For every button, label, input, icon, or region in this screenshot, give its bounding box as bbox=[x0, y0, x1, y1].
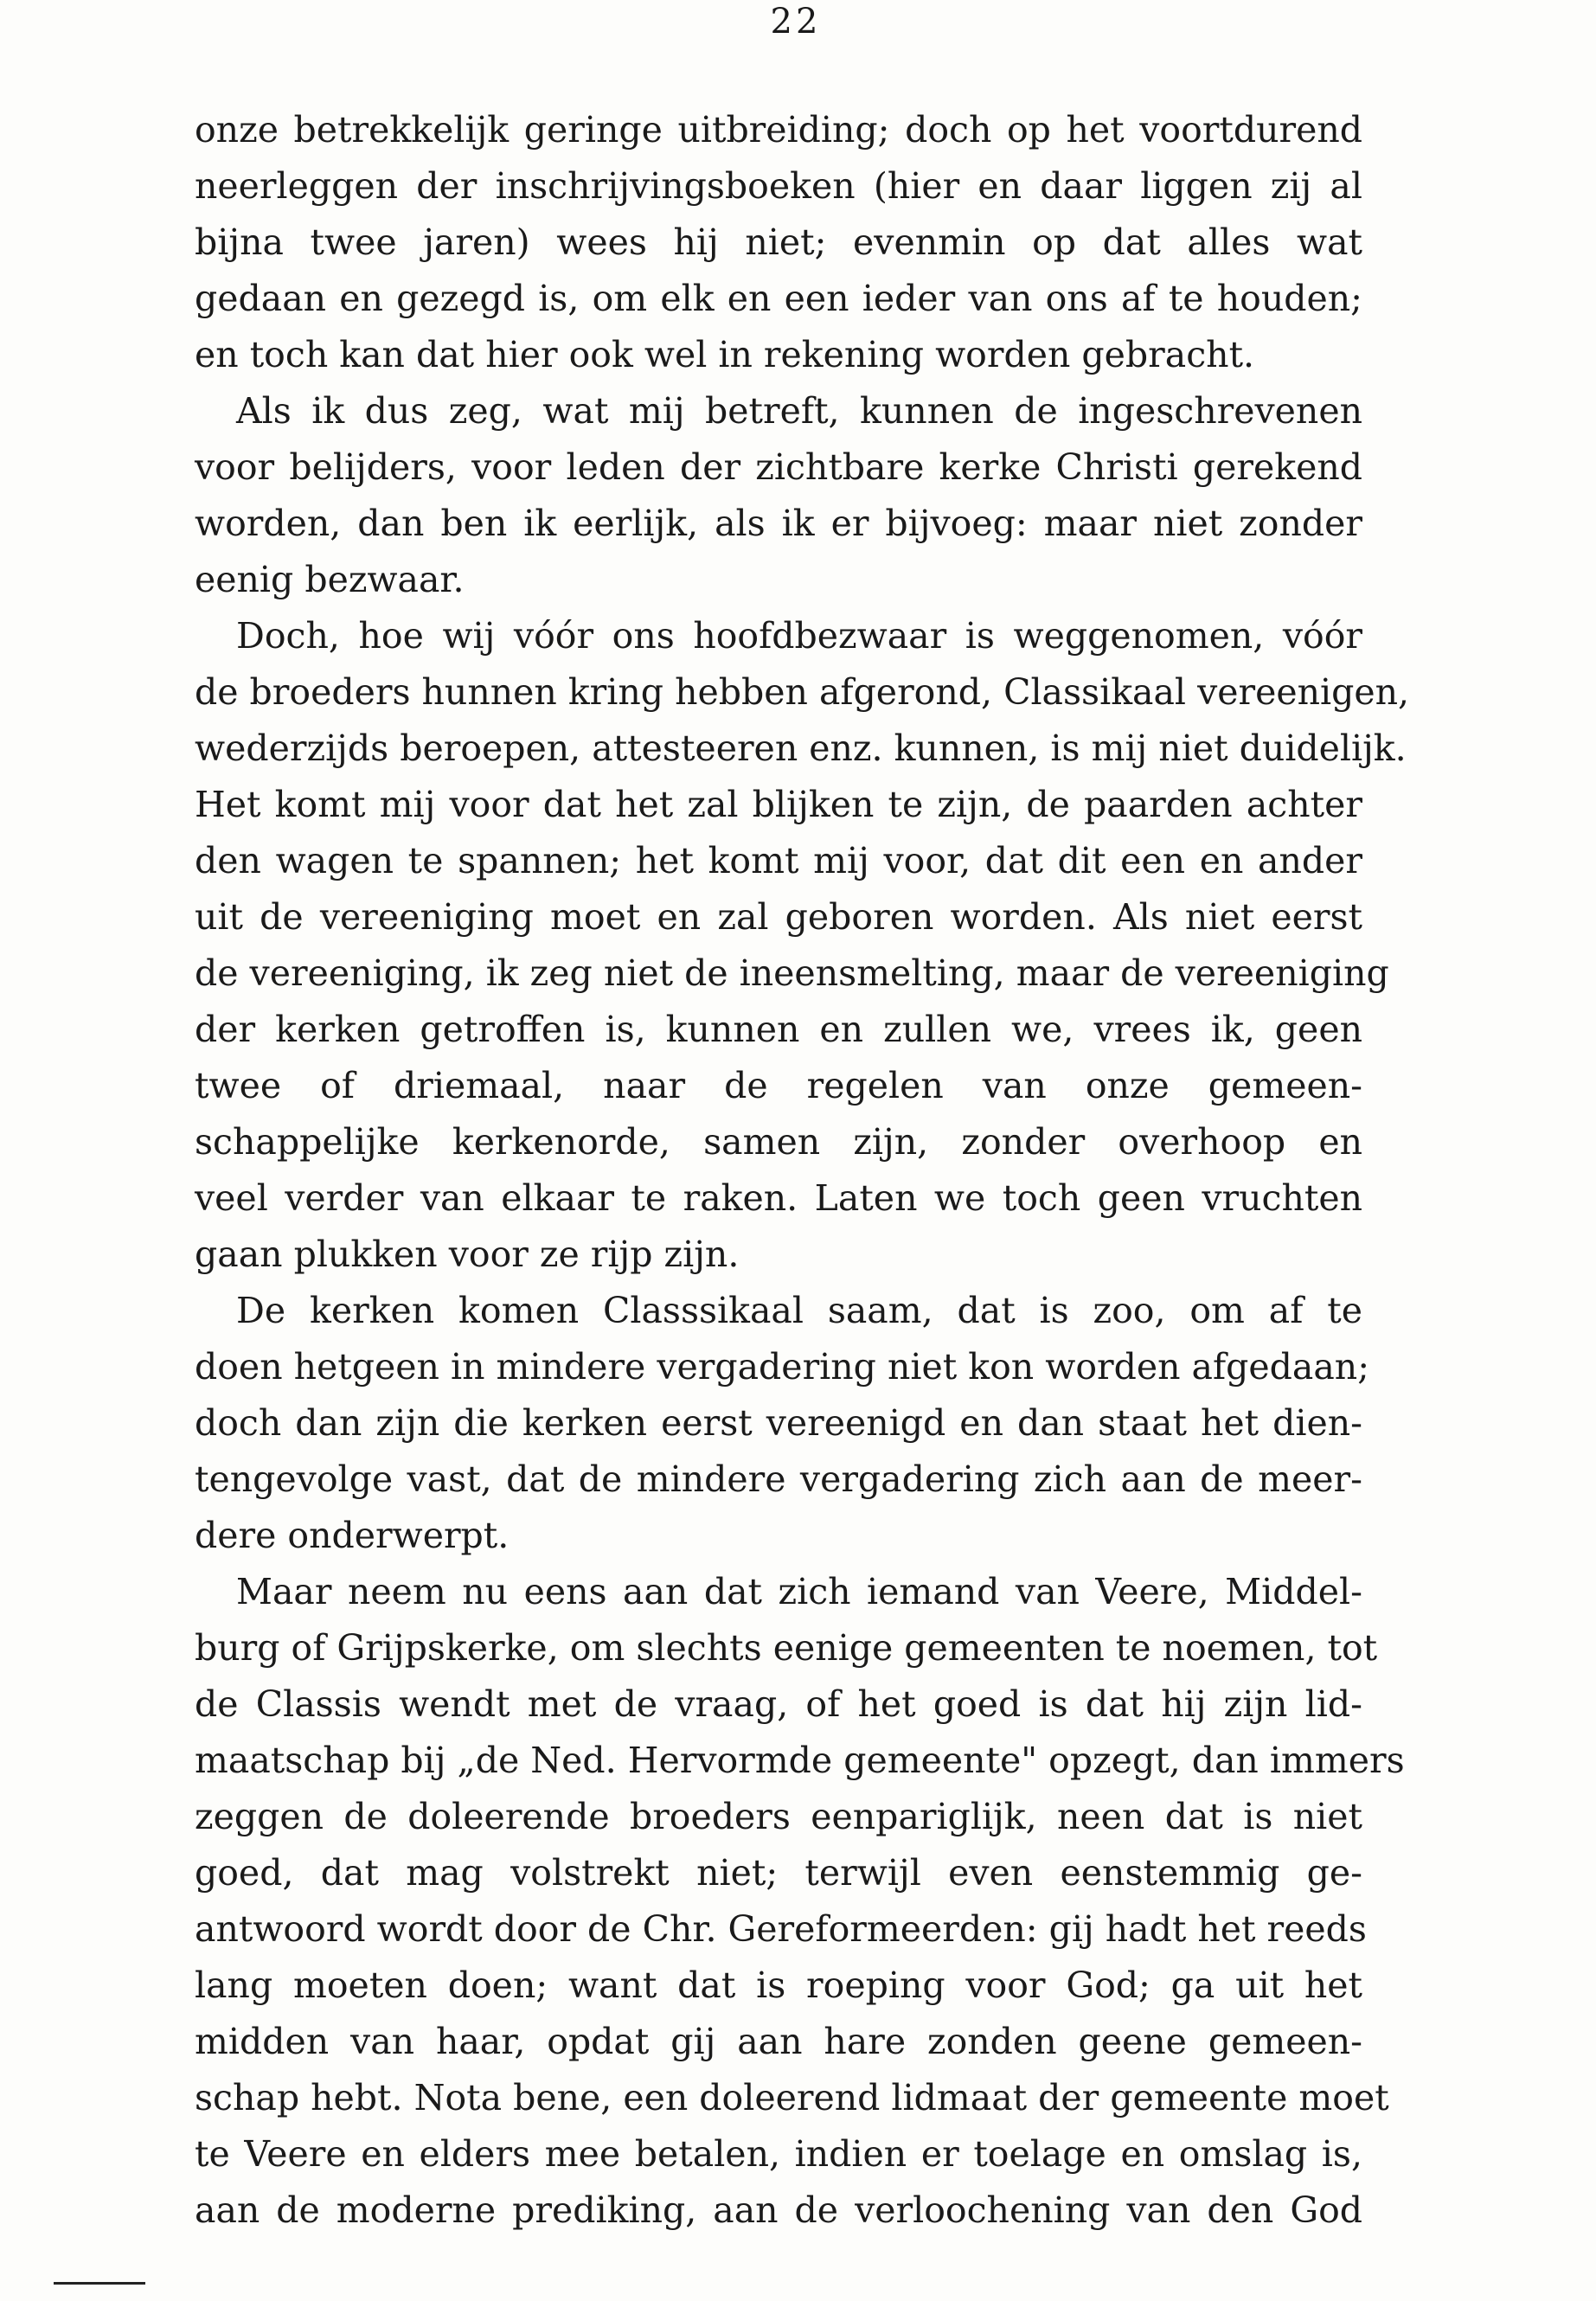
text-line: uit de vereeniging moet en zal geboren worden. Als niet eerst bbox=[195, 896, 1362, 938]
text-line: gedaan en gezegd is, om elk en een ieder van ons af te houden; bbox=[195, 278, 1362, 319]
text-line: doen hetgeen in mindere vergadering niet kon worden afgedaan; bbox=[195, 1346, 1370, 1388]
text-line: lang moeten doen; want dat is roeping voor God; ga uit het bbox=[195, 1965, 1362, 2006]
text-line: en toch kan dat hier ook wel in rekening worden gebracht. bbox=[195, 334, 1255, 375]
text-line: den wagen te spannen; het komt mij voor, dat dit een en ander bbox=[195, 840, 1362, 881]
footer-rule bbox=[54, 2282, 145, 2285]
text-line: midden van haar, opdat gij aan hare zonden geene gemeen- bbox=[195, 2021, 1362, 2062]
text-line: aan de moderne prediking, aan de verloochening van den God bbox=[195, 2189, 1362, 2231]
text-line: twee of driemaal, naar de regelen van onze gemeen- bbox=[195, 1065, 1362, 1106]
text-line: bijna twee jaren) wees hij niet; evenmin op dat alles wat bbox=[195, 221, 1362, 263]
text-line: tengevolge vast, dat de mindere vergadering zich aan de meer- bbox=[195, 1458, 1362, 1500]
text-line: eenig bezwaar. bbox=[195, 559, 465, 600]
text-line: der kerken getroffen is, kunnen en zullen we, vrees ik, geen bbox=[195, 1009, 1362, 1050]
text-line: gaan plukken voor ze rijp zijn. bbox=[195, 1234, 740, 1275]
text-line: wederzijds beroepen, attesteeren enz. kunnen, is mij niet duidelijk. bbox=[195, 727, 1407, 769]
text-line: neerleggen der inschrijvingsboeken (hier en daar liggen zij al bbox=[195, 165, 1362, 207]
text-line: Maar neem nu eens aan dat zich iemand van Veere, Middel- bbox=[236, 1571, 1362, 1612]
text-line: Het komt mij voor dat het zal blijken te zijn, de paarden achter bbox=[195, 784, 1362, 825]
text-line: De kerken komen Classsikaal saam, dat is zoo, om af te bbox=[236, 1290, 1362, 1331]
text-line: Als ik dus zeg, wat mij betreft, kunnen de ingeschrevenen bbox=[236, 390, 1362, 432]
text-line: schappelijke kerkenorde, samen zijn, zonder overhoop en bbox=[195, 1121, 1362, 1163]
text-line: doch dan zijn die kerken eerst vereenigd en dan staat het dien- bbox=[195, 1402, 1362, 1444]
text-line: te Veere en elders mee betalen, indien er toelage en omslag is, bbox=[195, 2133, 1362, 2175]
text-line: voor belijders, voor leden der zichtbare kerke Christi gerekend bbox=[195, 446, 1362, 488]
text-line: onze betrekkelijk geringe uitbreiding; doch op het voortdurend bbox=[195, 109, 1362, 151]
text-line: de broeders hunnen kring hebben afgerond, Classikaal vereenigen, bbox=[195, 671, 1410, 713]
text-line: antwoord wordt door de Chr. Gereformeerden: gij hadt het reeds bbox=[195, 1908, 1367, 1950]
text-line: de Classis wendt met de vraag, of het goed is dat hij zijn lid- bbox=[195, 1683, 1362, 1725]
text-line: veel verder van elkaar te raken. Laten we toch geen vruchten bbox=[195, 1177, 1362, 1219]
text-line: maatschap bij „de Ned. Hervormde gemeente" opzegt, dan immers bbox=[195, 1740, 1405, 1781]
text-line: de vereeniging, ik zeg niet de ineensmelting, maar de vereeniging bbox=[195, 952, 1389, 994]
body-text bbox=[195, 102, 1410, 2239]
text-line: burg of Grijpskerke, om slechts eenige gemeenten te noemen, tot bbox=[195, 1627, 1378, 1669]
text-line: dere onderwerpt. bbox=[195, 1515, 510, 1556]
text-line: Doch, hoe wij vóór ons hoofdbezwaar is weggenomen, vóór bbox=[236, 615, 1362, 657]
text-line: goed, dat mag volstrekt niet; terwijl even eenstemmig ge- bbox=[195, 1852, 1362, 1894]
page-number: 22 bbox=[770, 2, 822, 42]
text-line: zeggen de doleerende broeders eenpariglijk, neen dat is niet bbox=[195, 1796, 1362, 1837]
text-line: schap hebt. Nota bene, een doleerend lidmaat der gemeente moet bbox=[195, 2077, 1389, 2118]
text-line: worden, dan ben ik eerlijk, als ik er bijvoeg: maar niet zonder bbox=[195, 503, 1362, 544]
